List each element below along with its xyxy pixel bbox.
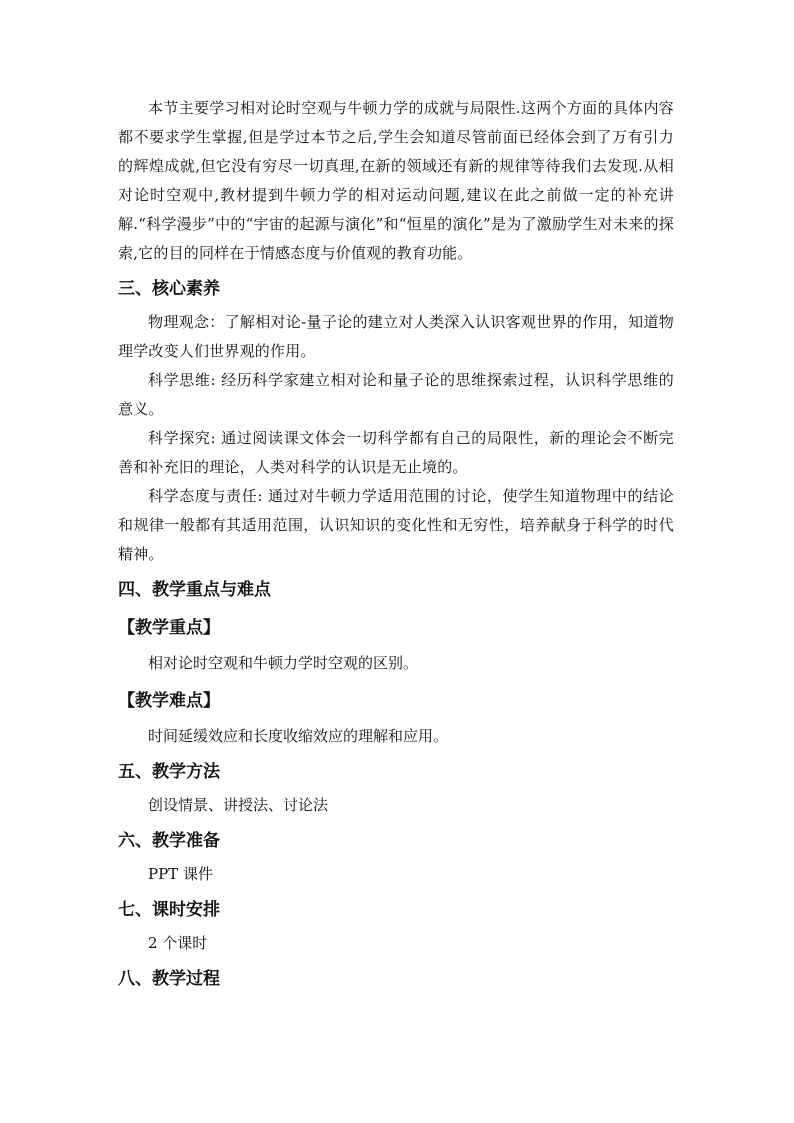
teaching-difficulty-heading: 【教学难点】 bbox=[118, 691, 220, 711]
section-4-heading: 四、教学重点与难点 bbox=[118, 580, 271, 600]
core-literacy-scientific-thinking: 科学思维: 经历科学家建立相对论和量子论的思维探索过程，认识科学思维的意义。 bbox=[118, 371, 674, 418]
teaching-key-heading: 【教学重点】 bbox=[118, 618, 220, 638]
section-8-heading: 八、教学过程 bbox=[118, 969, 220, 989]
core-literacy-attitude-responsibility: 科学态度与责任: 通过对牛顿力学适用范围的讨论，使学生知道物理中的结论和规律一般都有其适用范围，认识知识的变化性和无穷性，培养献身于科学的时代精神。 bbox=[118, 487, 674, 563]
document-page bbox=[118, 94, 674, 998]
section-6-heading: 六、教学准备 bbox=[118, 831, 220, 851]
core-literacy-scientific-inquiry: 科学探究: 通过阅读课文体会一切科学都有自己的局限性，新的理论会不断完善和补充旧的理论，人类对科学的认识是无止境的。 bbox=[118, 429, 674, 476]
teaching-methods-text: 创设情景、讲授法、讨论法 bbox=[148, 796, 329, 814]
section-7-heading: 七、课时安排 bbox=[118, 900, 220, 920]
class-schedule-text: 2 个课时 bbox=[148, 934, 208, 952]
core-literacy-physics-concept: 物理观念：了解相对论-量子论的建立对人类深入认识客观世界的作用，知道物理学改变人们世界观的作用。 bbox=[118, 313, 674, 360]
section-5-heading: 五、教学方法 bbox=[118, 762, 220, 782]
teaching-preparation-text: PPT 课件 bbox=[148, 865, 213, 883]
teaching-difficulty-text: 时间延缓效应和长度收缩效应的理解和应用。 bbox=[148, 727, 449, 745]
teaching-key-text: 相对论时空观和牛顿力学时空观的区别。 bbox=[148, 654, 419, 672]
intro-paragraph: 本节主要学习相对论时空观与牛顿力学的成就与局限性.这两个方面的具体内容都不要求学生掌握,但是学过本节之后,学生会知道尽管前面已经体会到了万有引力的辉煌成就,但它没有穷尽一切真理,在新的领域还有新的规律等待我们去发现.从相对论时空观中,教材提到牛顿力学的相对运动问题,建议在此之前做一定的补充讲解.“科学漫步”中的“宇宙的起源与演化”和“恒星的演化”是为了激励学生对未来的探索,它的目的同样在于情感态度与价值观的教育功能。 bbox=[118, 99, 674, 262]
section-3-heading: 三、核心素养 bbox=[118, 279, 220, 299]
